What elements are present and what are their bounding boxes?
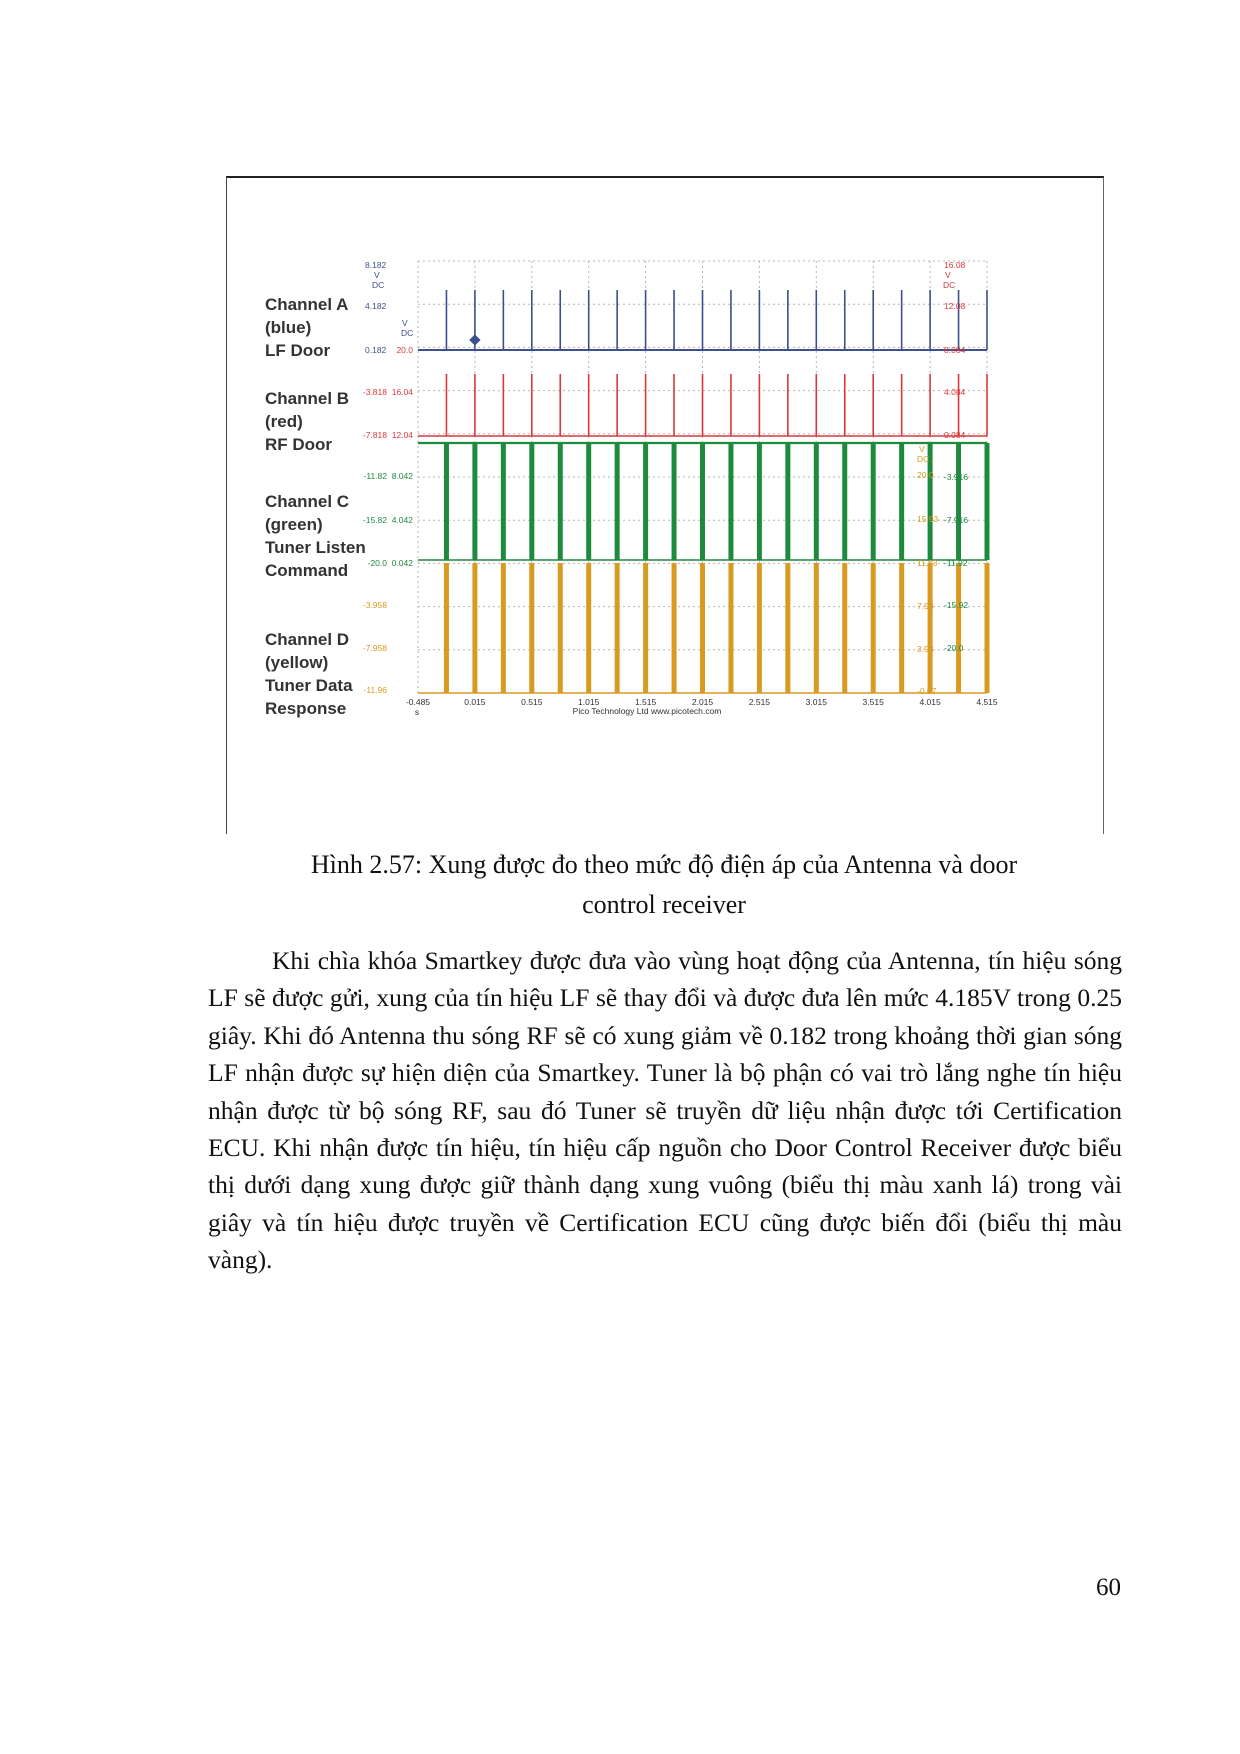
- channel-d-label: Channel D (yellow) Tuner Data Response: [265, 630, 353, 718]
- x-tick-label: 2.515: [748, 697, 771, 707]
- channel-a-label: Channel A (blue) LF Door: [265, 295, 349, 360]
- pulse: [616, 374, 618, 436]
- tick-label-right: -7.916: [944, 515, 969, 525]
- pulse: [787, 374, 789, 436]
- pulse: [814, 443, 819, 560]
- cursor-marker: [469, 334, 480, 345]
- axis-unit: V: [374, 270, 380, 280]
- tick-label-right: -11.92: [944, 558, 968, 568]
- tick-label-right: 20.0: [917, 470, 934, 480]
- tick-label-left: 0.182: [365, 345, 387, 355]
- pulse: [645, 374, 647, 436]
- pulse: [730, 290, 732, 350]
- tick-label-left: -7.958: [362, 643, 387, 653]
- pulse: [816, 290, 818, 350]
- x-tick-label: 1.015: [578, 697, 600, 707]
- pulse: [700, 443, 705, 560]
- tick-label-right: -20.0: [944, 643, 964, 653]
- pulse: [643, 563, 648, 693]
- pulse: [958, 290, 960, 350]
- pulse: [586, 443, 591, 560]
- pulse: [985, 563, 990, 693]
- x-tick-label: 3.015: [805, 697, 827, 707]
- tick-label-right: -15.92: [944, 600, 969, 610]
- pulse: [529, 443, 534, 560]
- pulse: [899, 563, 904, 693]
- tick-label-left: -20.0: [367, 558, 387, 568]
- pulse: [615, 563, 620, 693]
- pulse: [785, 443, 790, 560]
- credit-text: Pico Technology Ltd www.picotech.com: [572, 706, 722, 716]
- tick-label-left: 0.042: [391, 558, 413, 568]
- x-tick-label: 4.015: [919, 697, 941, 707]
- x-tick-label: 2.015: [691, 697, 714, 707]
- tick-label-right: 12.08: [944, 301, 966, 311]
- pulse: [558, 443, 563, 560]
- tick-label-left: 12.04: [391, 430, 413, 440]
- pulse: [844, 290, 846, 350]
- pulse: [872, 374, 874, 436]
- axis-unit: V: [919, 444, 925, 454]
- pulse: [444, 443, 449, 560]
- pulse: [531, 290, 533, 350]
- x-tick-label: -0.485: [405, 697, 431, 707]
- pulse: [899, 443, 904, 560]
- channel-b-label: Channel B (red) RF Door: [265, 389, 350, 454]
- pulse: [759, 374, 761, 436]
- tick-label-left: -3.818: [362, 387, 387, 397]
- page-number: 60: [1096, 1574, 1121, 1601]
- figure-caption-line2: control receiver: [582, 890, 746, 919]
- axis-unit: V: [402, 318, 408, 328]
- pulse: [842, 443, 847, 560]
- figure-frame: [226, 176, 1104, 834]
- pulse: [785, 563, 790, 693]
- pulse: [929, 374, 931, 436]
- pulse: [616, 290, 618, 350]
- pulse: [446, 374, 448, 436]
- pulse: [529, 563, 534, 693]
- pulse: [444, 563, 449, 693]
- pulse: [757, 563, 762, 693]
- pulse: [787, 290, 789, 350]
- tick-label-right: 0.084: [944, 430, 966, 440]
- pulse: [472, 443, 477, 560]
- series-2: [418, 443, 990, 560]
- pulse: [985, 443, 990, 560]
- x-tick-label: 3.515: [862, 697, 884, 707]
- tick-label-right: -0.07: [917, 686, 937, 696]
- pulse: [901, 290, 903, 350]
- pulse: [558, 563, 563, 693]
- pulse: [474, 374, 476, 436]
- pulse: [757, 443, 762, 560]
- pulse: [871, 563, 876, 693]
- pulse: [588, 374, 590, 436]
- pulse: [586, 563, 591, 693]
- pulse: [844, 374, 846, 436]
- pulse: [702, 290, 704, 350]
- pulse: [702, 374, 704, 436]
- pulse: [929, 290, 931, 350]
- pulse: [956, 563, 961, 693]
- pulse: [986, 374, 988, 436]
- figure-caption-line1: Hình 2.57: Xung được đo theo mức độ điện áp của Antenna và door: [310, 850, 1018, 879]
- pulse: [673, 290, 675, 350]
- pulse: [501, 443, 506, 560]
- pulse: [472, 563, 477, 693]
- x-tick-label: 4.515: [976, 697, 998, 707]
- pulse: [643, 443, 648, 560]
- x-tick-label: 1.515: [634, 697, 657, 707]
- pulse: [728, 443, 733, 560]
- pulse: [672, 563, 677, 693]
- pulse: [871, 443, 876, 560]
- x-tick-label: 0.015: [464, 697, 486, 707]
- oscilloscope-chart: [227, 178, 1103, 834]
- pulse: [958, 374, 960, 436]
- series-1: [418, 374, 988, 436]
- pulse: [559, 374, 561, 436]
- axis-unit: DC: [943, 280, 956, 290]
- pulse: [503, 290, 505, 350]
- tick-label-left: 4.182: [365, 301, 387, 311]
- tick-label-right: 8.084: [944, 345, 966, 355]
- tick-label-left: 8.042: [391, 471, 413, 481]
- axis-unit: V: [945, 270, 951, 280]
- pulse: [730, 374, 732, 436]
- pulse: [759, 290, 761, 350]
- pulse: [559, 290, 561, 350]
- pulse: [872, 290, 874, 350]
- tick-label-left: 4.042: [391, 515, 413, 525]
- axis-unit: DC: [917, 454, 930, 464]
- pulse: [901, 374, 903, 436]
- x-tick-label: 0.515: [521, 697, 543, 707]
- series-3: [418, 563, 990, 693]
- tick-label-right: 4.084: [944, 387, 966, 397]
- pulse: [842, 563, 847, 693]
- pulse: [728, 563, 733, 693]
- pulse: [615, 443, 620, 560]
- pulse: [446, 290, 448, 350]
- tick-label-left: 16.04: [391, 387, 413, 397]
- axis-unit: DC: [372, 280, 385, 290]
- tick-label-left: -3.958: [362, 600, 387, 610]
- tick-label-left: -11.82: [363, 471, 387, 481]
- tick-label-right: 15.93: [917, 514, 939, 524]
- pulse: [672, 443, 677, 560]
- tick-label-right: 3.93: [917, 644, 934, 654]
- pulse: [645, 290, 647, 350]
- pulse: [588, 290, 590, 350]
- tick-label-left: -11.96: [363, 685, 387, 695]
- body-paragraph: Khi chìa khóa Smartkey được đưa vào vùng hoạt động của Antenna, tín hiệu sóng LF sẽ được gửi, xung của tín hiệu LF sẽ thay đổi và được đưa lên mức 4.185V trong 0.25 giây. Khi đó Antenna thu sóng RF sẽ có xung giảm về 0.182 trong khoảng thời gian sóng LF nhận được sự hiện diện của Smartkey. Tuner là bộ phận có vai trò lắng nghe tín hiệu nhận được từ bộ sóng RF, sau đó Tuner sẽ truyền dữ liệu nhận được tới Certification ECU. Khi nhận được tín hiệu, tín hiệu cấp nguồn cho Door Control Receiver được biểu thị dưới dạng xung được giữ thành dạng xung vuông (biểu thị màu xanh lá) trong vài giây và tín hiệu được truyền về Certification ECU cũng được biến đổi (biểu thị màu vàng).: [208, 946, 1122, 1275]
- tick-label-left: -15.82: [362, 515, 387, 525]
- pulse: [503, 374, 505, 436]
- pulse: [814, 563, 819, 693]
- axis-unit: DC: [401, 328, 414, 338]
- pulse: [501, 563, 506, 693]
- tick-label-right: 7.93: [917, 601, 934, 611]
- pulse: [956, 443, 961, 560]
- tick-label-right: -3.916: [944, 472, 969, 482]
- channel-c-label: Channel C (green) Tuner Listen Command: [265, 492, 366, 580]
- tick-label-right: 16.08: [944, 260, 966, 270]
- pulse: [673, 374, 675, 436]
- pulse: [531, 374, 533, 436]
- tick-label-left: -7.818: [362, 430, 387, 440]
- x-axis-unit: s: [414, 707, 420, 717]
- pulse: [700, 563, 705, 693]
- pulse: [928, 563, 933, 693]
- pulse: [816, 374, 818, 436]
- tick-label-right: 11.93: [917, 558, 938, 568]
- series-0: [418, 290, 988, 350]
- pulse: [986, 290, 988, 350]
- tick-label-left: 20.0: [396, 345, 413, 355]
- tick-label-left: 8.182: [365, 260, 387, 270]
